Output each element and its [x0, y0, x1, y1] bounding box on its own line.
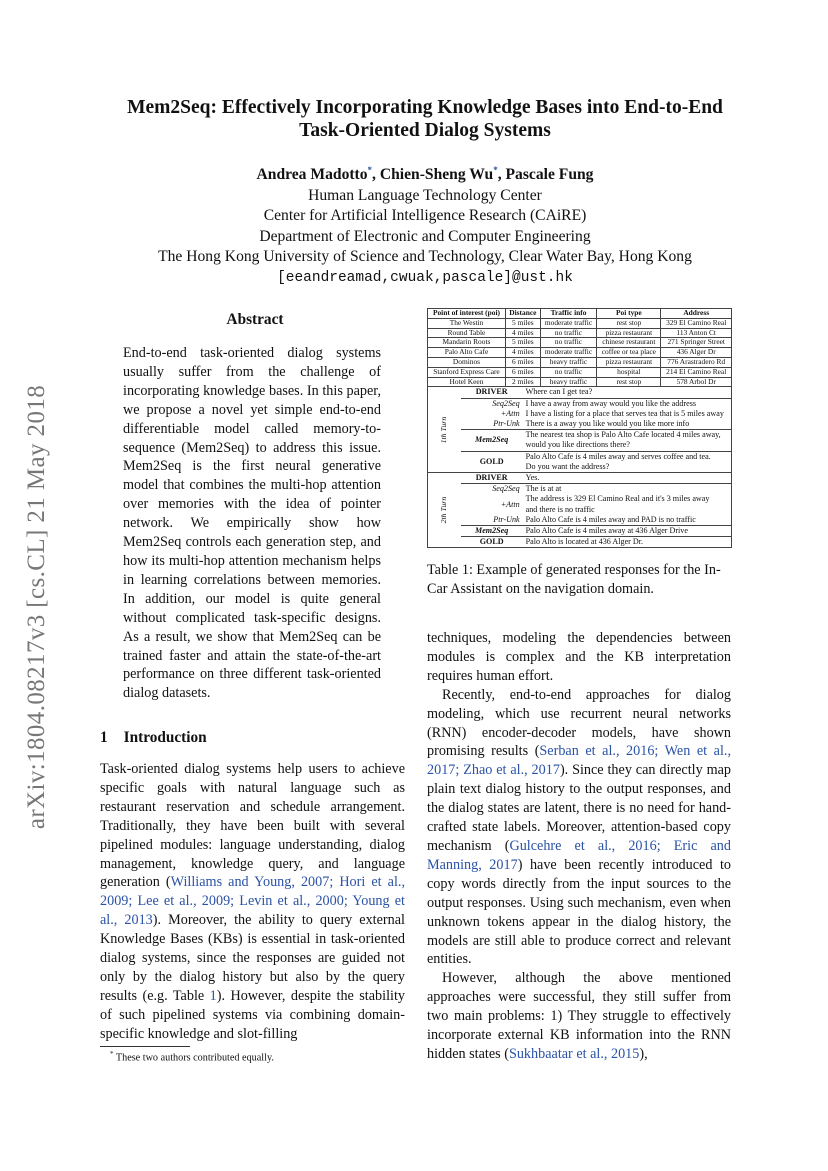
row-label: Seq2Seq: [492, 398, 520, 408]
arxiv-id-text: arXiv:1804.08217v3 [cs.CL] 21 May 2018: [23, 384, 50, 830]
kb-cell: 4 miles: [505, 348, 540, 358]
kb-table-body: [428, 318, 732, 387]
row-text: Yes.: [523, 473, 732, 484]
kb-cell: no traffic: [540, 367, 597, 377]
kb-cell: The Westin: [428, 318, 506, 328]
row-text: I have a away from away would you like the address: [523, 398, 732, 409]
right-column-text: [427, 629, 731, 1064]
author-block: [90, 160, 760, 288]
kb-cell: heavy traffic: [540, 357, 597, 367]
kb-row: [428, 377, 732, 387]
dialog-row: [428, 387, 732, 398]
paragraph: techniques, modeling the dependencies between modules is complex and the KB interpretation requires human effort.: [427, 630, 731, 684]
kb-cell: heavy traffic: [540, 377, 597, 387]
affiliation-2: Center for Artificial Intelligence Research (CAiRE): [263, 207, 587, 225]
row-label: +Attn: [500, 408, 520, 418]
row-text: [523, 494, 732, 514]
text: ). Since they can directly map plain text dialog history to the output responses, and the dialog states are latent, there is no need for hand-crafted state labels. Moreover, attention-based copy mechanism (: [427, 762, 731, 854]
kb-row: [428, 357, 732, 367]
kb-row: [428, 318, 732, 328]
kb-cell: 113 Anton Ct: [661, 328, 732, 338]
citation-link[interactable]: Sukhbaatar et al., 2015: [508, 1045, 640, 1062]
kb-header-cell: Point of interest (poi): [428, 309, 506, 319]
row-label: Mem2Seq: [475, 526, 509, 536]
row-text: Where can I get tea?: [523, 387, 732, 398]
kb-table: [427, 308, 732, 387]
intro-text-2: ). Moreover, the ability to query external Knowledge Bases (KBs) is essential in task-oriented dialog systems, since the responses are guided not only by the dialog history but also by the query results (e.g. Table: [100, 912, 405, 1004]
kb-cell: 214 El Camino Real: [661, 367, 732, 377]
affiliation-3: Department of Electronic and Computer Engineering: [259, 227, 591, 245]
kb-cell: 436 Alger Dr: [661, 348, 732, 358]
introduction-paragraph: [100, 760, 405, 1044]
dialog-row: [428, 430, 732, 451]
kb-cell: Hotel Keen: [428, 377, 506, 387]
kb-row: [428, 367, 732, 377]
footnote-rule: [100, 1046, 190, 1047]
row-text: I have a listing for a place that serves tea that is 5 miles away: [523, 409, 732, 419]
text: ),: [639, 1045, 648, 1062]
author-names: Andrea Madotto*, Chien-Sheng Wu*, Pascale Fung: [256, 165, 594, 184]
footnote-text: These two authors contributed equally.: [115, 1052, 274, 1064]
abstract-text: End-to-end task-oriented dialog systems usually suffer from the challenge of incorporating knowledge bases. In this paper, we propose a novel yet simple end-to-end differentiable model called memory-to-sequence (Mem2Seq) to address this issue. Mem2Seq is the first neural generative model that combines the multi-hop attention over memories with the idea of pointer network. We empirically show how Mem2Seq controls each generation step, and how its multi-hop attention mechanism helps in learning correlations between memories. In addition, our model is quite general without complicated task-specific designs. As a result, we show that Mem2Seq can be trained faster and attain the state-of-the-art performance on three different task-oriented dialog datasets.: [123, 345, 381, 702]
dialog-row: [428, 537, 732, 548]
kb-cell: no traffic: [540, 328, 597, 338]
kb-header-cell: Distance: [505, 309, 540, 319]
kb-cell: 578 Arbol Dr: [661, 377, 732, 387]
row-label: Ptr-Unk: [493, 418, 520, 428]
dialog-row: [428, 451, 732, 472]
row-label: DRIVER: [475, 473, 508, 482]
kb-cell: 6 miles: [505, 357, 540, 367]
kb-cell: 5 miles: [505, 338, 540, 348]
kb-cell: Mandarin Roots: [428, 338, 506, 348]
abstract-heading: Abstract: [226, 311, 284, 328]
row-text: Palo Alto is located at 436 Alger Dr.: [523, 537, 732, 548]
kb-cell: Round Table: [428, 328, 506, 338]
row-label: GOLD: [479, 456, 504, 466]
row-label: +Attn: [500, 499, 520, 509]
row-text: [523, 451, 732, 472]
kb-cell: hospital: [597, 367, 661, 377]
kb-cell: 4 miles: [505, 328, 540, 338]
section-heading-introduction: [100, 729, 207, 747]
dialog-row: [428, 473, 732, 484]
text: ) have been recently introduced to copy words directly from the input sources to the output responses. Using such mechanism, even when unknown tokens appear in the dialog history, the models are still able to produce correct and relevant entities.: [427, 856, 731, 968]
kb-header-row: [428, 309, 732, 319]
row-text: Palo Alto Cafe is 4 miles away and PAD is no traffic: [523, 515, 732, 526]
kb-cell: Palo Alto Cafe: [428, 348, 506, 358]
paper-title: [90, 96, 760, 142]
dialog-row: [428, 398, 732, 409]
kb-cell: 2 miles: [505, 377, 540, 387]
dialog-table: [427, 387, 732, 548]
section-title: Introduction: [123, 729, 207, 746]
kb-cell: 6 miles: [505, 367, 540, 377]
citation-link[interactable]: Serban et al., 2016; Wen et al., 2017; Zhao et al., 2017: [427, 743, 731, 779]
row-label: Ptr-Unk: [493, 514, 520, 524]
table-ref-link[interactable]: 1: [209, 987, 217, 1004]
author-email: [eeandreamad,cwuak,pascale]@ust.hk: [277, 269, 573, 286]
kb-cell: no traffic: [540, 338, 597, 348]
kb-row: [428, 348, 732, 358]
intro-text-3: ). However, despite the stability of such pipelined systems via combining domain-specific knowledge and slot-filling: [100, 987, 405, 1042]
dialog-row: [428, 515, 732, 526]
affiliation-1: Human Language Technology Center: [308, 186, 542, 204]
row-text: Palo Alto Cafe is 4 miles away at 436 Alger Drive: [523, 526, 732, 537]
intro-text-1: Task-oriented dialog systems help users to achieve specific goals with natural language such as restaurant reservation and schedule arrangement. Traditionally, they have been built with several pipelined modules: language understanding, dialog management, knowledge query, and language generation (: [100, 761, 405, 891]
row-label: Mem2Seq: [475, 435, 509, 445]
kb-cell: pizza restaurant: [597, 328, 661, 338]
kb-header-cell: Address: [661, 309, 732, 319]
dialog-row: [428, 484, 732, 495]
kb-cell: moderate traffic: [540, 348, 597, 358]
kb-cell: coffee or tea place: [597, 348, 661, 358]
row-text: [523, 430, 732, 451]
row-text-line: Do you want the address?: [525, 461, 610, 471]
citation-link[interactable]: Williams and Young, 2007; Hori et al., 2009; Lee et al., 2009; Levin et al., 2000; Young et al., 2013: [100, 874, 405, 929]
dialog-row: [428, 409, 732, 419]
citation-link[interactable]: Gulcehre et al., 2016; Eric and Manning, 2017: [427, 837, 731, 873]
footnote: [110, 1050, 274, 1063]
row-text: There is a away you like would you like more info: [523, 419, 732, 430]
dialog-row: [428, 526, 732, 537]
kb-header-cell: Poi type: [597, 309, 661, 319]
kb-header-cell: Traffic info: [540, 309, 597, 319]
title-line-1: Mem2Seq: Effectively Incorporating Knowledge Bases into End-to-End: [127, 97, 723, 118]
row-label: Seq2Seq: [492, 484, 520, 494]
row-text-line: The nearest tea shop is Palo Alto Cafe located 4 miles away,: [525, 430, 721, 440]
title-line-2: Task-Oriented Dialog Systems: [299, 120, 551, 141]
section-number: 1: [100, 729, 108, 746]
row-text-line: The address is 329 El Camino Real and it's 3 miles away: [525, 494, 710, 504]
kb-cell: Dominos: [428, 357, 506, 367]
turn-label-cell: [428, 473, 461, 548]
row-text-line: would you like directions there?: [525, 440, 630, 450]
kb-cell: chinese restaurant: [597, 338, 661, 348]
kb-cell: 5 miles: [505, 318, 540, 328]
row-text: The is at at: [523, 484, 732, 495]
paragraph: [427, 686, 731, 970]
table-caption: Table 1: Example of generated responses for the In-Car Assistant on the navigation domain.: [427, 562, 721, 597]
kb-cell: moderate traffic: [540, 318, 597, 328]
paragraph: [427, 969, 731, 1064]
arxiv-identifier: [14, 352, 60, 862]
kb-cell: rest stop: [597, 318, 661, 328]
kb-cell: pizza restaurant: [597, 357, 661, 367]
turn-label: 1th Turn: [439, 416, 449, 444]
dialog-row: [428, 494, 732, 514]
turn-label: 2th Turn: [439, 496, 449, 524]
dialog-row: [428, 419, 732, 430]
row-text-line: Palo Alto Cafe is 4 miles away and serves coffee and tea.: [525, 451, 711, 461]
table-1: [427, 308, 732, 548]
affiliation-4: The Hong Kong University of Science and Technology, Clear Water Bay, Hong Kong: [158, 248, 692, 266]
kb-cell: Stanford Express Care: [428, 367, 506, 377]
kb-cell: 329 El Camino Real: [661, 318, 732, 328]
text: Recently, end-to-end approaches for dialog modeling, which use recurrent neural networks (RNN) encoder-decoder models, have shown promising results (: [427, 686, 731, 760]
row-label: DRIVER: [475, 387, 508, 397]
row-text-line: and there is no traffic: [525, 504, 595, 514]
kb-cell: 776 Arastradero Rd: [661, 357, 732, 367]
row-label: GOLD: [461, 537, 523, 548]
turn-label-cell: [428, 387, 461, 472]
kb-cell: rest stop: [597, 377, 661, 387]
text: However, although the above mentioned approaches were successful, they still suffer from two main problems: 1) They struggle to effectively incorporate external KB information into the RNN hidden states (: [427, 970, 731, 1062]
footnote-mark: *: [110, 1050, 114, 1058]
kb-cell: 271 Springer Street: [661, 338, 732, 348]
